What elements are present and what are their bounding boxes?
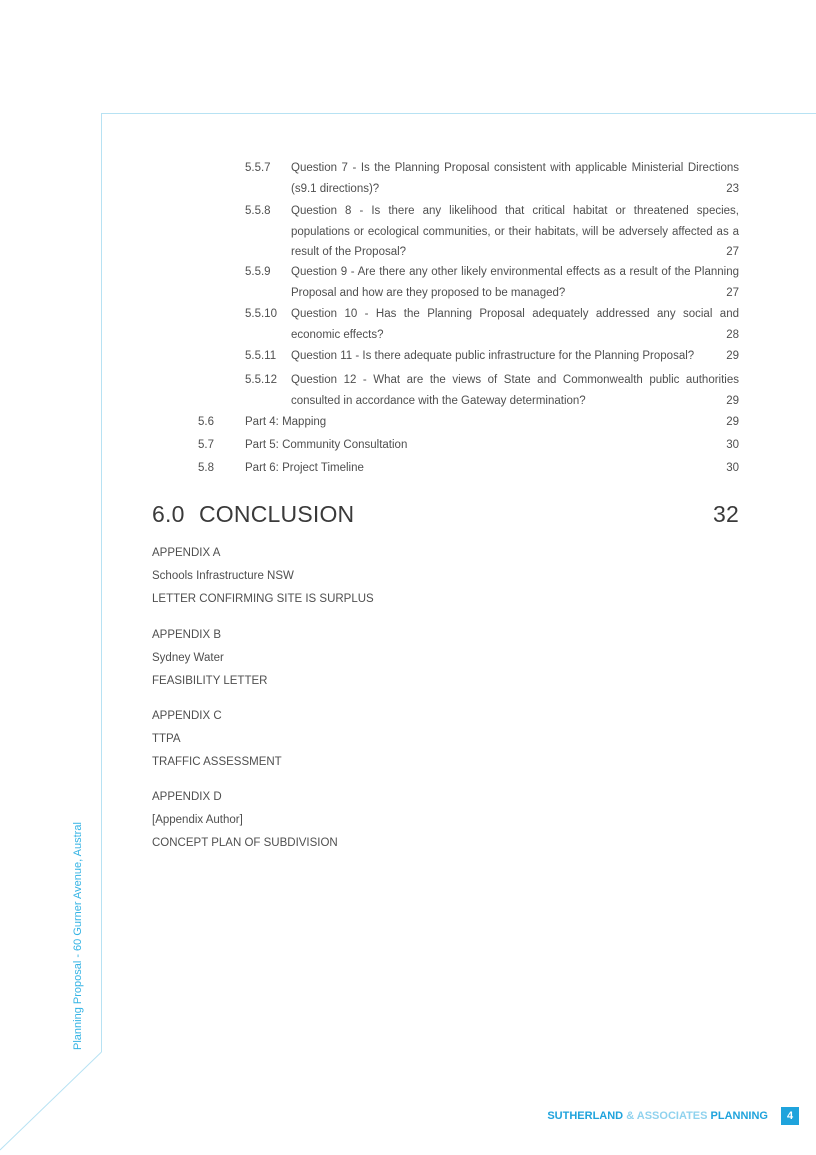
- appendix-title: LETTER CONFIRMING SITE IS SURPLUS: [152, 593, 374, 605]
- appendix-author: TTPA: [152, 733, 181, 745]
- appendix-label: APPENDIX D: [152, 791, 222, 803]
- toc-section-page: 29: [726, 416, 739, 428]
- toc-entry-text: Question 10 - Has the Planning Proposal adequately addressed any social and economic effects?: [291, 308, 739, 341]
- toc-entry-number: 5.5.11: [245, 350, 277, 362]
- appendix-d: [152, 786, 338, 855]
- brand-part-planning: PLANNING: [710, 1110, 768, 1122]
- toc-section-text: Part 6: Project Timeline: [245, 462, 364, 474]
- appendix-author: Schools Infrastructure NSW: [152, 570, 294, 582]
- toc-entry-5-5-7[interactable]: [245, 158, 739, 199]
- appendix-title: TRAFFIC ASSESSMENT: [152, 756, 282, 768]
- toc-section-number: 5.7: [198, 439, 214, 451]
- toc-section-page: 30: [726, 439, 739, 451]
- toc-section-text: Part 4: Mapping: [245, 416, 327, 428]
- diagonal-frame-line: [0, 1052, 102, 1150]
- appendix-title: FEASIBILITY LETTER: [152, 675, 268, 687]
- appendix-author: Sydney Water: [152, 652, 224, 664]
- brand-part-associates: & ASSOCIATES: [626, 1110, 708, 1122]
- appendix-author: [Appendix Author]: [152, 814, 243, 826]
- toc-entry-number: 5.5.10: [245, 308, 277, 320]
- toc-entry-page: 29: [722, 346, 739, 367]
- toc-entry-text: Question 12 - What are the views of State and Commonwealth public authorities consulted in accordance with the Gateway determination?: [291, 374, 739, 407]
- appendix-label: APPENDIX C: [152, 710, 222, 722]
- appendix-c: [152, 705, 282, 774]
- toc-entry-number: 5.5.9: [245, 266, 271, 278]
- toc-heading-page: 32: [713, 501, 739, 527]
- toc-heading-text: CONCLUSION: [199, 501, 355, 527]
- toc-entry-number: 5.5.7: [245, 162, 271, 174]
- toc-entry-text: Question 7 - Is the Planning Proposal consistent with applicable Ministerial Directions (s9.1 directions)?: [291, 162, 739, 195]
- toc-entry-5-5-8[interactable]: [245, 201, 739, 263]
- toc-entry-5-5-12[interactable]: [245, 370, 739, 411]
- toc-entry-text: Question 9 - Are there any other likely environmental effects as a result of the Planning Proposal and how are they proposed to be managed?: [291, 266, 739, 299]
- toc-entry-page: 27: [722, 242, 739, 263]
- toc-entry-text: Question 8 - Is there any likelihood that critical habitat or threatened species, populations or ecological communities, or their habitats, will be adversely affected as a result of the Proposal?: [291, 205, 739, 258]
- toc-entry-5-5-11[interactable]: [245, 346, 739, 367]
- toc-entry-5-5-9[interactable]: [245, 262, 739, 303]
- appendix-b: [152, 624, 267, 693]
- toc-entry-number: 5.5.12: [245, 374, 277, 386]
- toc-section-5-6[interactable]: [198, 412, 739, 432]
- toc-section-text: Part 5: Community Consultation: [245, 439, 408, 451]
- toc-section-5-8[interactable]: [198, 458, 739, 478]
- toc-entry-number: 5.5.8: [245, 205, 271, 217]
- toc-section-page: 30: [726, 462, 739, 474]
- toc-section-number: 5.6: [198, 416, 214, 428]
- toc-heading-number: 6.0: [152, 501, 185, 527]
- page-number-badge: 4: [781, 1107, 799, 1125]
- toc-entry-text: Question 11 - Is there adequate public infrastructure for the Planning Proposal?: [291, 350, 695, 362]
- toc-entry-page: 23: [722, 179, 739, 200]
- appendix-a: [152, 542, 374, 611]
- toc-heading-conclusion[interactable]: [152, 498, 739, 530]
- appendix-label: APPENDIX A: [152, 547, 221, 559]
- appendix-title: CONCEPT PLAN OF SUBDIVISION: [152, 837, 338, 849]
- footer-brand-logo: [547, 1108, 768, 1124]
- toc-entry-5-5-10[interactable]: [245, 304, 739, 345]
- toc-entry-page: 27: [722, 283, 739, 304]
- toc-section-number: 5.8: [198, 462, 214, 474]
- side-document-title: Planning Proposal - 60 Gurner Avenue, Austral: [72, 822, 84, 1050]
- toc-entry-page: 29: [722, 391, 739, 412]
- toc-section-5-7[interactable]: [198, 435, 739, 455]
- brand-part-sutherland: SUTHERLAND: [547, 1110, 624, 1122]
- toc-entry-page: 28: [722, 325, 739, 346]
- appendix-label: APPENDIX B: [152, 629, 222, 641]
